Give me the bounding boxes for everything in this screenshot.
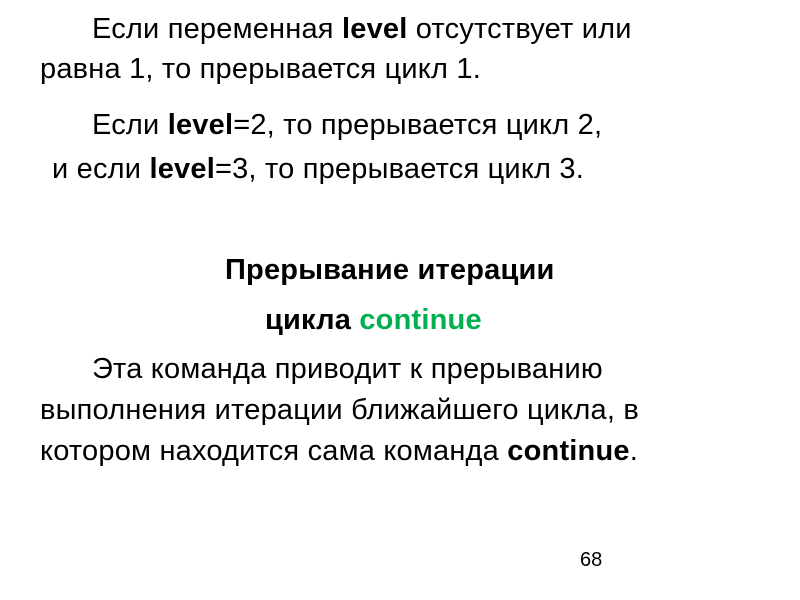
paragraph2-line [92, 108, 602, 142]
paragraph4-text-after: . [629, 435, 638, 467]
section-heading-line1: Прерывание итерации [225, 254, 555, 286]
paragraph4-text-before: котором находится сама команда [40, 435, 508, 467]
paragraph4-line1: Эта команда приводит к прерыванию [92, 353, 603, 385]
section-heading-line2 [265, 303, 482, 337]
continue-keyword: continue [507, 435, 630, 467]
paragraph4-line2: выполнения итерации ближайшего цикла, в [40, 394, 639, 426]
section-heading-text: цикла [265, 304, 360, 336]
level-keyword: level [167, 109, 234, 141]
paragraph3-text-before: и если [52, 153, 150, 185]
level-keyword: level [341, 13, 408, 45]
continue-keyword-heading: continue [359, 304, 482, 336]
level-keyword: level [149, 153, 215, 185]
paragraph1-line2: равна 1, то прерывается цикл 1. [40, 53, 481, 85]
paragraph2-text-after: =2, то прерывается цикл 2, [233, 109, 603, 141]
paragraph3-text-after: =3, то прерывается цикл 3. [214, 153, 584, 185]
paragraph1-text-before: Если переменная [92, 13, 342, 45]
paragraph2-text-before: Если [92, 109, 168, 141]
paragraph3-line [52, 152, 584, 186]
paragraph1-text-after: отсутствует или [407, 13, 632, 45]
page-number: 68 [580, 549, 603, 571]
paragraph1-line1 [92, 12, 632, 46]
paragraph4-line3 [40, 434, 638, 468]
